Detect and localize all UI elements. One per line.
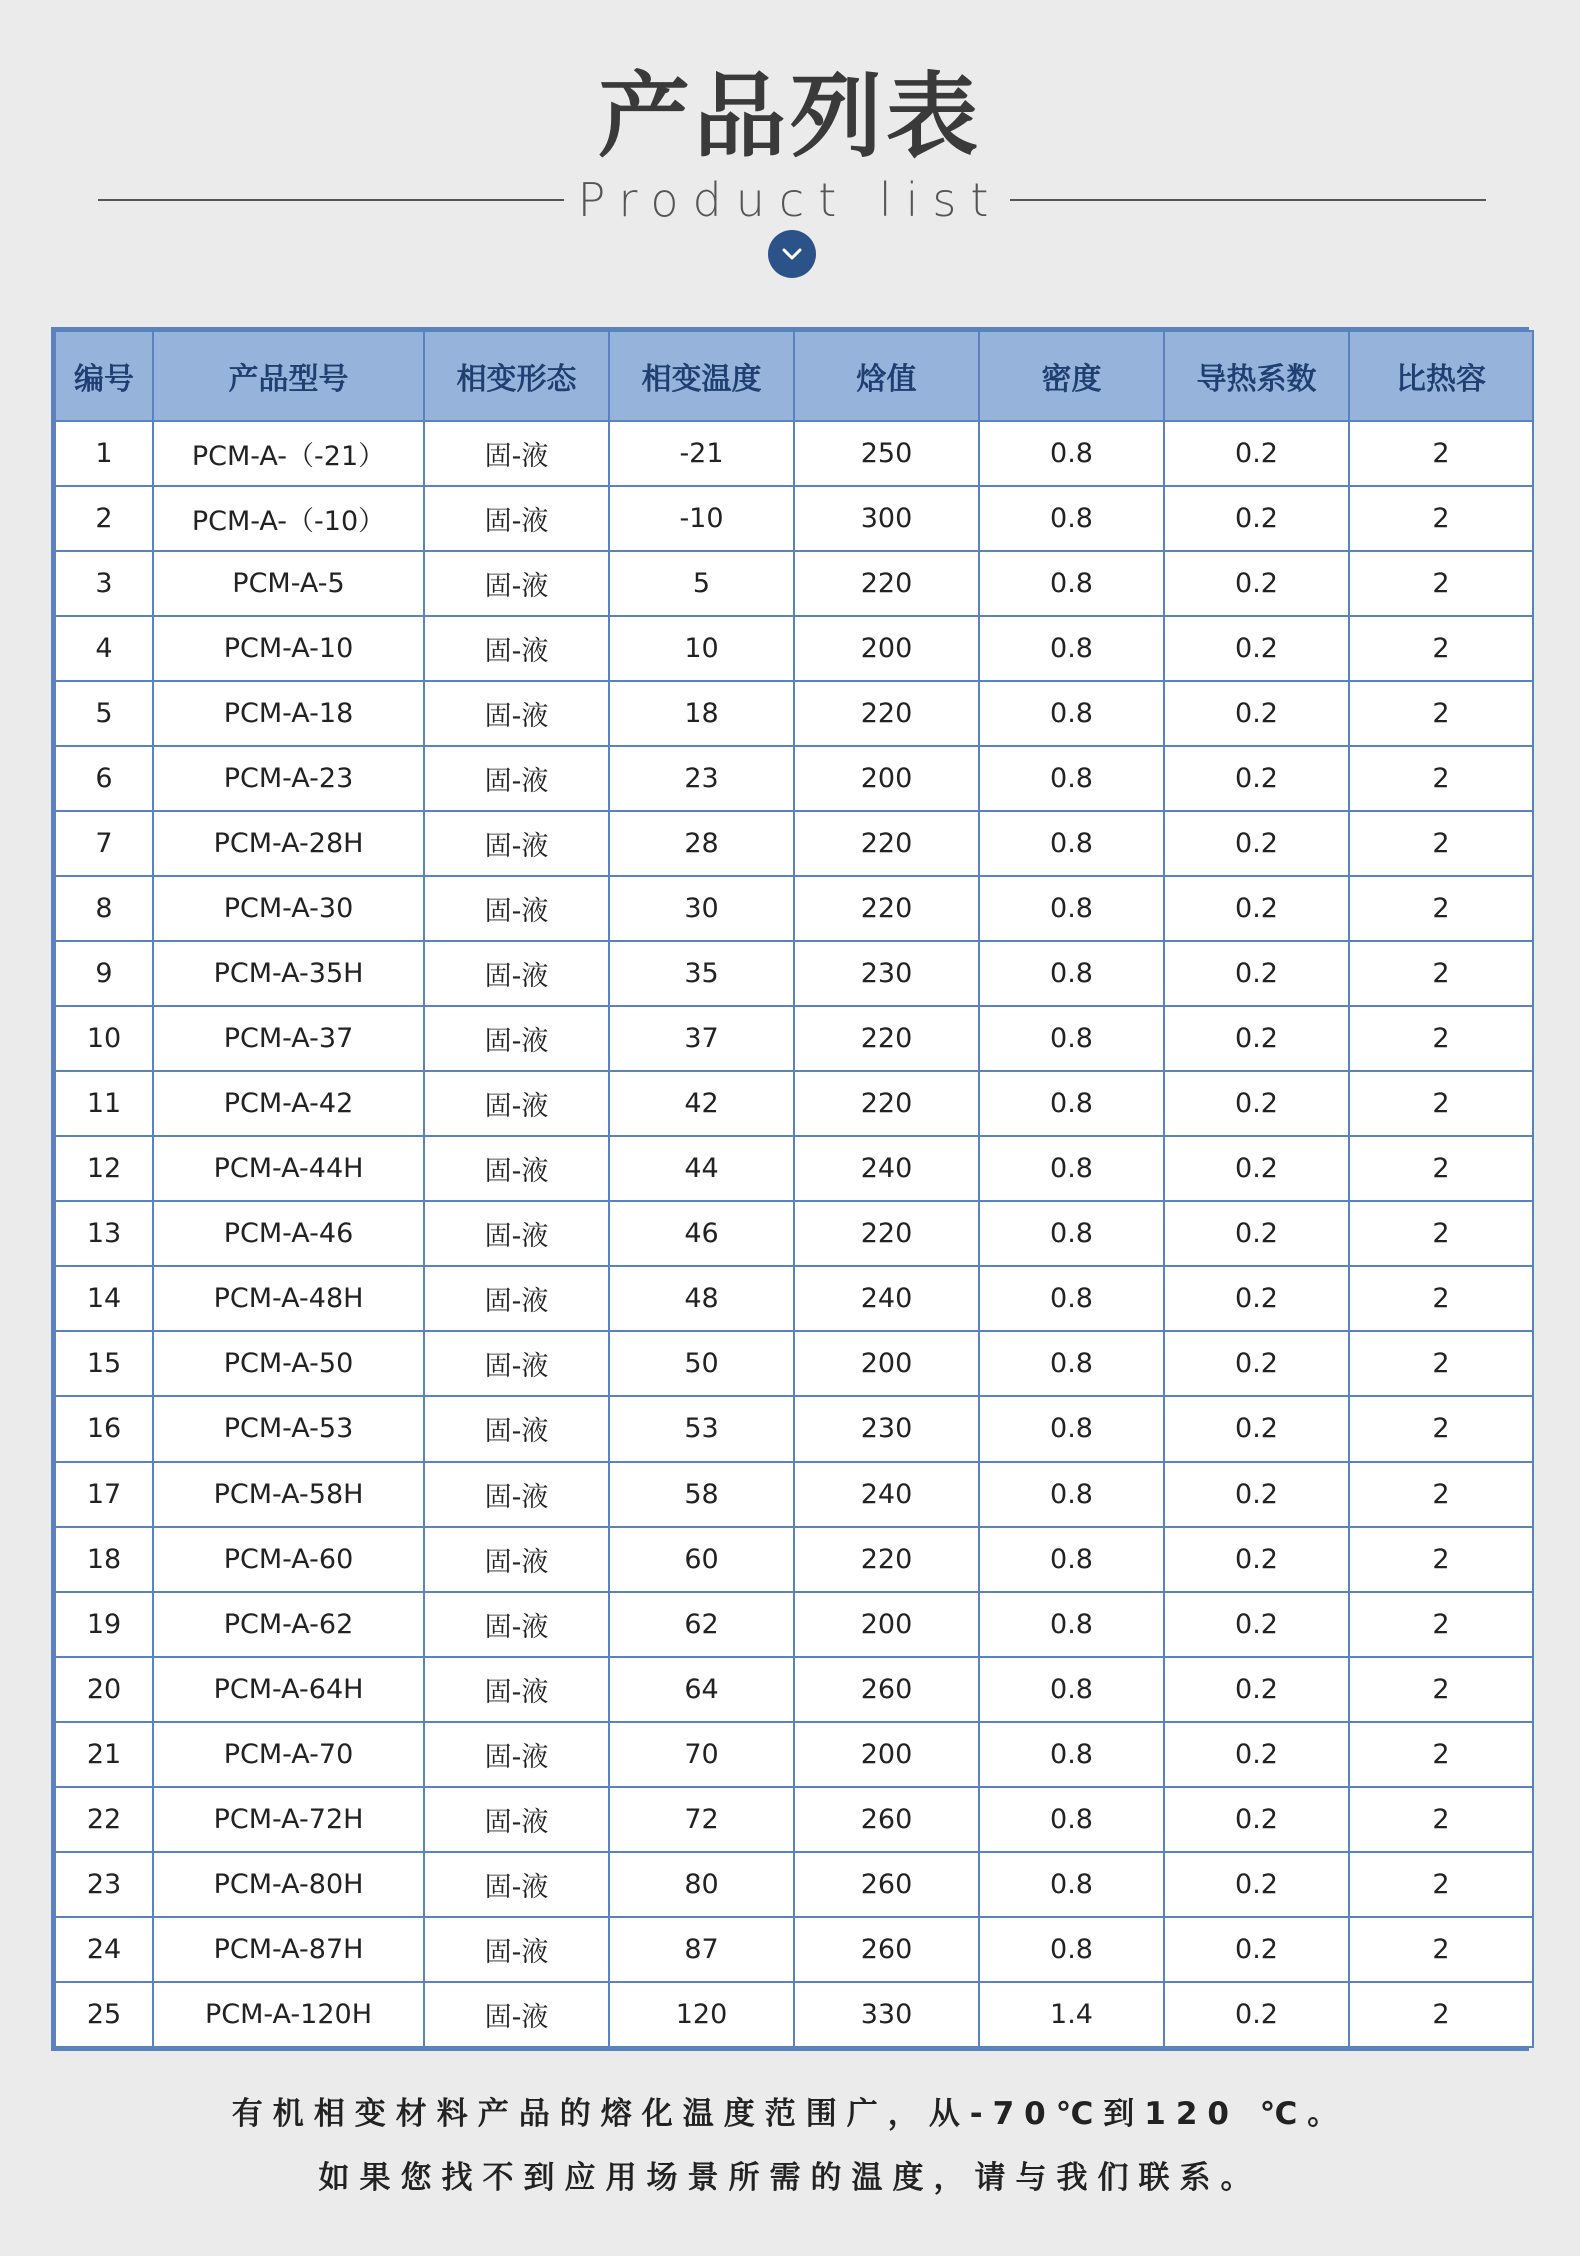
table-cell-thermal-conductivity: 0.2 [1164,1787,1349,1852]
table-cell-density: 0.8 [979,681,1164,746]
table-cell-id: 23 [55,1852,153,1917]
table-cell-enthalpy: 200 [794,1592,979,1657]
table-cell-phase-form: 固-液 [424,1982,609,2047]
column-header-specific-heat: 比热容 [1349,331,1533,421]
table-cell-specific-heat: 2 [1349,551,1533,616]
table-cell-specific-heat: 2 [1349,681,1533,746]
table-cell-thermal-conductivity: 0.2 [1164,1071,1349,1136]
table-cell-specific-heat: 2 [1349,421,1533,486]
table-row [55,1201,1533,1266]
table-header-row [55,331,1533,421]
table-cell-id: 5 [55,681,153,746]
table-cell-enthalpy: 250 [794,421,979,486]
table-cell-phase-form: 固-液 [424,1331,609,1396]
table-cell-density: 0.8 [979,1787,1164,1852]
table-cell-density: 0.8 [979,1071,1164,1136]
table-cell-phase-temp: 48 [609,1266,794,1331]
table-cell-density: 0.8 [979,1722,1164,1787]
table-cell-model: PCM-A-23 [153,746,424,811]
table-cell-thermal-conductivity: 0.2 [1164,1006,1349,1071]
table-cell-phase-temp: 58 [609,1462,794,1527]
table-cell-specific-heat: 2 [1349,1136,1533,1201]
table-cell-specific-heat: 2 [1349,486,1533,551]
table-cell-model: PCM-A-48H [153,1266,424,1331]
table-cell-specific-heat: 2 [1349,1462,1533,1527]
table-cell-enthalpy: 230 [794,1396,979,1461]
table-cell-id: 25 [55,1982,153,2047]
table-row [55,811,1533,876]
table-cell-thermal-conductivity: 0.2 [1164,616,1349,681]
table-row [55,746,1533,811]
table-row [55,1592,1533,1657]
table-cell-phase-form: 固-液 [424,1657,609,1722]
table-cell-phase-temp: 23 [609,746,794,811]
table-cell-phase-form: 固-液 [424,1787,609,1852]
table-cell-phase-temp: 62 [609,1592,794,1657]
table-cell-id: 11 [55,1071,153,1136]
table-cell-thermal-conductivity: 0.2 [1164,811,1349,876]
table-row [55,681,1533,746]
table-row [55,876,1533,941]
table-cell-phase-temp: 72 [609,1787,794,1852]
table-row [55,1852,1533,1917]
table-cell-id: 6 [55,746,153,811]
table-cell-phase-temp: 42 [609,1071,794,1136]
table-cell-thermal-conductivity: 0.2 [1164,876,1349,941]
table-cell-enthalpy: 230 [794,941,979,1006]
product-table [51,327,1529,2051]
page-title: 产品列表 [597,63,982,170]
table-cell-phase-temp: 70 [609,1722,794,1787]
table-cell-phase-temp: 53 [609,1396,794,1461]
table-cell-id: 21 [55,1722,153,1787]
table-cell-phase-temp: -21 [609,421,794,486]
table-cell-thermal-conductivity: 0.2 [1164,1657,1349,1722]
table-cell-model: PCM-A-64H [153,1657,424,1722]
table-row [55,616,1533,681]
table-cell-phase-form: 固-液 [424,1396,609,1461]
table-cell-model: PCM-A-70 [153,1722,424,1787]
table-cell-phase-temp: 37 [609,1006,794,1071]
table-cell-density: 0.8 [979,1852,1164,1917]
table-cell-phase-temp: -10 [609,486,794,551]
table-cell-id: 4 [55,616,153,681]
table-cell-model: PCM-A-37 [153,1006,424,1071]
table-cell-specific-heat: 2 [1349,1201,1533,1266]
table-cell-phase-temp: 120 [609,1982,794,2047]
table-cell-enthalpy: 260 [794,1917,979,1982]
table-cell-thermal-conductivity: 0.2 [1164,941,1349,1006]
table-cell-specific-heat: 2 [1349,1982,1533,2047]
table-cell-phase-temp: 87 [609,1917,794,1982]
table-cell-id: 7 [55,811,153,876]
table-cell-model: PCM-A-35H [153,941,424,1006]
table-cell-enthalpy: 330 [794,1982,979,2047]
column-header-phase-form: 相变形态 [424,331,609,421]
footer-note-range: 有机相变材料产品的熔化温度范围广，从-70℃到120 ℃。 [231,2096,1349,2132]
table-cell-phase-temp: 80 [609,1852,794,1917]
table-cell-thermal-conductivity: 0.2 [1164,1396,1349,1461]
table-cell-specific-heat: 2 [1349,1006,1533,1071]
table-cell-phase-form: 固-液 [424,876,609,941]
table-cell-enthalpy: 220 [794,1006,979,1071]
table-row [55,486,1533,551]
table-row [55,1657,1533,1722]
table-cell-phase-form: 固-液 [424,1201,609,1266]
table-cell-phase-form: 固-液 [424,1266,609,1331]
table-cell-id: 9 [55,941,153,1006]
table-cell-specific-heat: 2 [1349,746,1533,811]
table-cell-id: 3 [55,551,153,616]
table-row [55,421,1533,486]
table-cell-phase-temp: 35 [609,941,794,1006]
table-cell-thermal-conductivity: 0.2 [1164,1592,1349,1657]
table-cell-model: PCM-A-62 [153,1592,424,1657]
table-cell-enthalpy: 220 [794,551,979,616]
table-cell-model: PCM-A-53 [153,1396,424,1461]
table-cell-phase-form: 固-液 [424,551,609,616]
table-cell-enthalpy: 220 [794,1071,979,1136]
table-cell-density: 0.8 [979,616,1164,681]
table-cell-phase-form: 固-液 [424,486,609,551]
table-cell-phase-form: 固-液 [424,421,609,486]
table-cell-specific-heat: 2 [1349,1071,1533,1136]
table-cell-id: 14 [55,1266,153,1331]
table-cell-density: 0.8 [979,421,1164,486]
table-cell-enthalpy: 260 [794,1787,979,1852]
table-cell-id: 15 [55,1331,153,1396]
table-row [55,1071,1533,1136]
table-cell-model: PCM-A-80H [153,1852,424,1917]
table-cell-density: 0.8 [979,746,1164,811]
table-cell-enthalpy: 240 [794,1462,979,1527]
table-cell-density: 0.8 [979,1462,1164,1527]
table-cell-enthalpy: 200 [794,1331,979,1396]
table-cell-density: 0.8 [979,941,1164,1006]
table-cell-model: PCM-A-5 [153,551,424,616]
table-cell-model: PCM-A-58H [153,1462,424,1527]
table-cell-model: PCM-A-10 [153,616,424,681]
footer-note-contact: 如果您找不到应用场景所需的温度，请与我们联系。 [318,2160,1262,2196]
table-cell-id: 19 [55,1592,153,1657]
table-cell-specific-heat: 2 [1349,1852,1533,1917]
table-row [55,1136,1533,1201]
table-cell-model: PCM-A-42 [153,1071,424,1136]
column-header-phase-temp: 相变温度 [609,331,794,421]
table-row [55,1982,1533,2047]
table-cell-phase-form: 固-液 [424,941,609,1006]
table-cell-thermal-conductivity: 0.2 [1164,1917,1349,1982]
table-cell-specific-heat: 2 [1349,1787,1533,1852]
table-cell-id: 8 [55,876,153,941]
table-cell-density: 0.8 [979,486,1164,551]
table-row [55,1917,1533,1982]
table-row [55,1722,1533,1787]
table-cell-phase-form: 固-液 [424,746,609,811]
table-cell-specific-heat: 2 [1349,1396,1533,1461]
table-cell-thermal-conductivity: 0.2 [1164,421,1349,486]
table-row [55,1396,1533,1461]
table-cell-phase-temp: 5 [609,551,794,616]
table-cell-enthalpy: 240 [794,1136,979,1201]
table-cell-density: 0.8 [979,1136,1164,1201]
table-cell-model: PCM-A-28H [153,811,424,876]
table-row [55,551,1533,616]
table-cell-specific-heat: 2 [1349,941,1533,1006]
table-cell-density: 0.8 [979,1331,1164,1396]
table-cell-enthalpy: 220 [794,681,979,746]
table-cell-enthalpy: 260 [794,1657,979,1722]
table-cell-thermal-conductivity: 0.2 [1164,1982,1349,2047]
table-row [55,1006,1533,1071]
table-row [55,1266,1533,1331]
table-cell-specific-heat: 2 [1349,1266,1533,1331]
table-cell-phase-temp: 64 [609,1657,794,1722]
table-cell-enthalpy: 220 [794,811,979,876]
table-cell-model: PCM-A-72H [153,1787,424,1852]
table-cell-model: PCM-A-44H [153,1136,424,1201]
table-cell-phase-temp: 30 [609,876,794,941]
table-cell-enthalpy: 240 [794,1266,979,1331]
table-cell-phase-form: 固-液 [424,1592,609,1657]
table-row [55,1787,1533,1852]
table-cell-phase-form: 固-液 [424,1917,609,1982]
table-cell-specific-heat: 2 [1349,811,1533,876]
table-cell-thermal-conductivity: 0.2 [1164,1462,1349,1527]
table-cell-enthalpy: 200 [794,1722,979,1787]
chevron-down-icon[interactable] [768,230,816,278]
table-cell-thermal-conductivity: 0.2 [1164,1136,1349,1201]
table-cell-model: PCM-A-18 [153,681,424,746]
table-cell-density: 0.8 [979,876,1164,941]
table-cell-density: 0.8 [979,1201,1164,1266]
table-cell-phase-temp: 46 [609,1201,794,1266]
table-cell-thermal-conductivity: 0.2 [1164,1266,1349,1331]
column-header-thermal-conductivity: 导热系数 [1164,331,1349,421]
table-cell-thermal-conductivity: 0.2 [1164,1722,1349,1787]
table-cell-phase-temp: 60 [609,1527,794,1592]
table-row [55,941,1533,1006]
table-cell-density: 0.8 [979,1657,1164,1722]
table-cell-id: 17 [55,1462,153,1527]
table-cell-enthalpy: 200 [794,616,979,681]
table-cell-id: 10 [55,1006,153,1071]
table-cell-specific-heat: 2 [1349,1331,1533,1396]
table-cell-phase-temp: 10 [609,616,794,681]
table-cell-phase-form: 固-液 [424,1136,609,1201]
table-cell-model: PCM-A-（-10） [153,486,424,551]
column-header-id: 编号 [55,331,153,421]
table-cell-model: PCM-A-（-21） [153,421,424,486]
table-cell-thermal-conductivity: 0.2 [1164,486,1349,551]
table-cell-phase-form: 固-液 [424,681,609,746]
table-cell-specific-heat: 2 [1349,1592,1533,1657]
divider-right [1010,199,1486,201]
table-cell-phase-form: 固-液 [424,616,609,681]
table-cell-id: 24 [55,1917,153,1982]
table-cell-thermal-conductivity: 0.2 [1164,551,1349,616]
table-cell-id: 1 [55,421,153,486]
table-cell-density: 0.8 [979,1266,1164,1331]
subtitle-row [0,170,1580,230]
table-cell-id: 20 [55,1657,153,1722]
table-cell-density: 1.4 [979,1982,1164,2047]
table-row [55,1331,1533,1396]
table-cell-model: PCM-A-120H [153,1982,424,2047]
table-cell-phase-temp: 28 [609,811,794,876]
column-header-model: 产品型号 [153,331,424,421]
table-cell-density: 0.8 [979,811,1164,876]
table-cell-thermal-conductivity: 0.2 [1164,1331,1349,1396]
table-cell-enthalpy: 200 [794,746,979,811]
page-subtitle: Product list [577,173,1003,227]
table-cell-thermal-conductivity: 0.2 [1164,1527,1349,1592]
table-cell-phase-form: 固-液 [424,1852,609,1917]
table-cell-density: 0.8 [979,1396,1164,1461]
table-cell-density: 0.8 [979,1917,1164,1982]
table-cell-specific-heat: 2 [1349,616,1533,681]
table-body [55,421,1533,2047]
table-cell-id: 2 [55,486,153,551]
table-cell-id: 12 [55,1136,153,1201]
table-cell-phase-form: 固-液 [424,1006,609,1071]
table-cell-model: PCM-A-46 [153,1201,424,1266]
table-cell-thermal-conductivity: 0.2 [1164,746,1349,811]
table-cell-thermal-conductivity: 0.2 [1164,681,1349,746]
table-cell-model: PCM-A-60 [153,1527,424,1592]
table-cell-model: PCM-A-30 [153,876,424,941]
table-cell-id: 22 [55,1787,153,1852]
table-row [55,1527,1533,1592]
table-cell-enthalpy: 220 [794,1527,979,1592]
column-header-enthalpy: 焓值 [794,331,979,421]
table-cell-phase-form: 固-液 [424,811,609,876]
table-cell-enthalpy: 220 [794,876,979,941]
table-cell-phase-form: 固-液 [424,1722,609,1787]
table-cell-specific-heat: 2 [1349,1722,1533,1787]
table-cell-phase-form: 固-液 [424,1462,609,1527]
table-cell-model: PCM-A-87H [153,1917,424,1982]
table-cell-specific-heat: 2 [1349,1527,1533,1592]
table-cell-phase-form: 固-液 [424,1071,609,1136]
table-cell-phase-temp: 50 [609,1331,794,1396]
table-cell-density: 0.8 [979,1592,1164,1657]
table-cell-specific-heat: 2 [1349,1917,1533,1982]
table-cell-specific-heat: 2 [1349,1657,1533,1722]
table-cell-phase-temp: 18 [609,681,794,746]
table-cell-id: 18 [55,1527,153,1592]
table-cell-thermal-conductivity: 0.2 [1164,1852,1349,1917]
column-header-density: 密度 [979,331,1164,421]
table-cell-phase-form: 固-液 [424,1527,609,1592]
table-cell-id: 13 [55,1201,153,1266]
table-cell-enthalpy: 220 [794,1201,979,1266]
table-cell-phase-temp: 44 [609,1136,794,1201]
table-cell-density: 0.8 [979,551,1164,616]
table-cell-model: PCM-A-50 [153,1331,424,1396]
table-cell-id: 16 [55,1396,153,1461]
table-cell-enthalpy: 260 [794,1852,979,1917]
table-cell-density: 0.8 [979,1527,1164,1592]
table-cell-density: 0.8 [979,1006,1164,1071]
table-row [55,1462,1533,1527]
table-cell-enthalpy: 300 [794,486,979,551]
table-cell-specific-heat: 2 [1349,876,1533,941]
table-cell-thermal-conductivity: 0.2 [1164,1201,1349,1266]
